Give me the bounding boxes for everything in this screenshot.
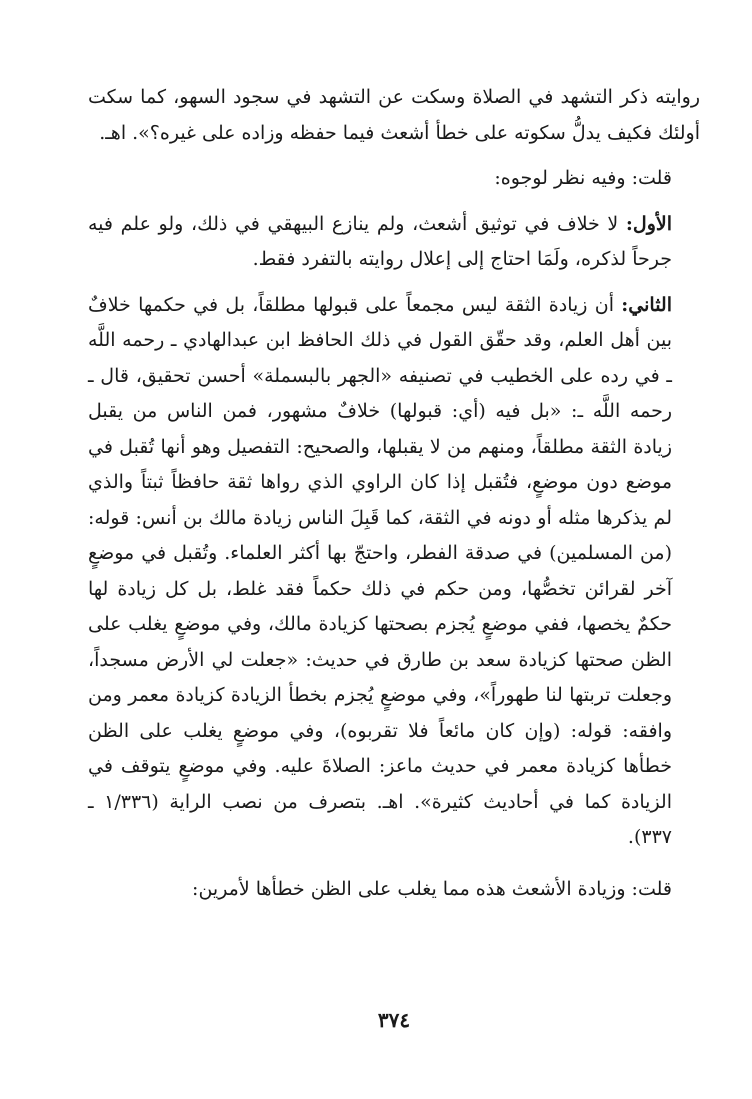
second-point-text: أن زيادة الثقة ليس مجمعاً على قبولها مطلقاً، بل في حكمها خلافٌ بين أهل العلم، وقد حقّق القول في ذلك الحافظ ابن عبدالهادي ـ رحمه اللَّه ـ في رده على الخطيب في تصنيفه «الجهر بالبسملة» أحسن تحقيق، قال ـ رحمه اللَّه ـ: «بل فيه (أي: قبولها) خلافٌ مشهور، فمن الناس من يقبل زيادة الثقة مطلقاً، ومنهم من لا يقبلها، والصحيح: التفصيل وهو أنها تُقبل في موضع دون موضعٍ، فتُقبل إذا كان الراوي الذي رواها ثقة حافظاً ثبتاً والذي لم يذكرها مثله أو دونه في الثقة، كما قَبِلَ الناس زيادة مالك بن أنس: قوله: (من المسلمين) في صدقة الفطر، واحتجّ بها أكثر العلماء. وتُقبل في موضعٍ آخر لقرائن تخصُّها، ومن حكم في ذلك حكماً فقد غلط، بل كل زيادة لها حكمٌ يخصها، ففي موضعٍ يُجزم بصحتها كزيادة مالك، وفي موضعٍ يغلب على الظن صحتها كزيادة سعد بن طارق في حديث: «جعلت لي الأرض مسجداً، وجعلت تربتها لنا طهوراً»، وفي موضعٍ يُجزم بخطأ الزيادة كزيادة معمر ومن وافقه: قوله: (وإن كان مائعاً فلا تقربوه)، وفي موضعٍ يغلب على الظن خطأها كزيادة معمر في حديث ماعز: الصلاةَ عليه. وفي موضعٍ يتوقف في الزيادة كما في أحاديث كثيرة». اهـ. بتصرف من نصب الراية (١/٣٣٦ ـ ٣٣٧).: [88, 293, 673, 848]
page-body: [88, 80, 700, 1090]
paragraph-conclusion: قلت: وزيادة الأشعث هذه مما يغلب على الظن خطأها لأمرين:: [192, 877, 672, 900]
paragraph-continuation: روايته ذكر التشهد في الصلاة وسكت عن التشهد في سجود السهو، كما سكت أولئك فكيف يدلُّ سكوته على خطأ أشعث فيما حفظه وزاده على غيره؟». اهـ.: [88, 86, 700, 144]
page-number: ٣٧٤: [377, 1008, 411, 1032]
second-point-heading: الثاني:: [621, 293, 672, 316]
paragraph-first-point: [88, 207, 700, 278]
first-point-text: لا خلاف في توثيق أشعث، ولم ينازع البيهقي في ذلك، ولو علم فيه جرحاً لذكره، ولَمَا احتاج إلى إعلال روايته بالتفرد فقط.: [88, 212, 672, 270]
paragraph-second-point: [88, 288, 700, 856]
paragraph-remark: قلت: وفيه نظر لوجوه:: [494, 167, 672, 189]
first-point-heading: الأول:: [625, 212, 672, 235]
